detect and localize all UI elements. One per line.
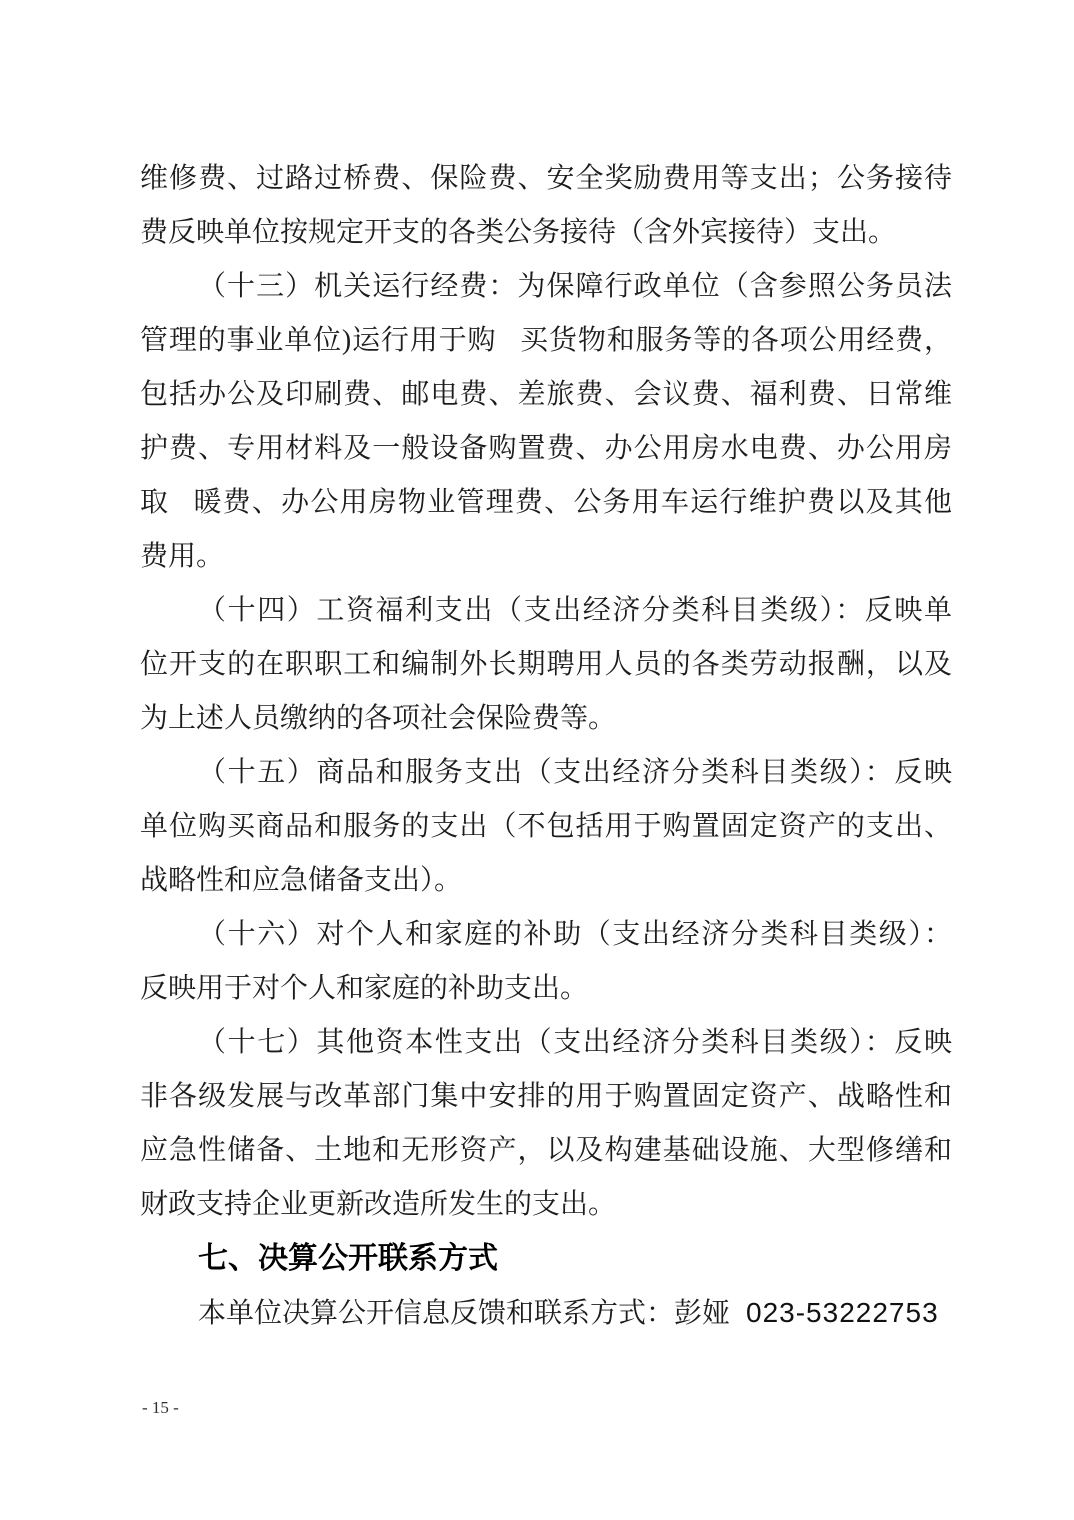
contact-phone: 023-53222753 — [746, 1297, 939, 1328]
body-line: 非各级发展与改革部门集中安排的用于购置固定资产、战略性和 — [140, 1081, 952, 1112]
body-line: 财政支持企业更新改造所发生的支出。 — [140, 1189, 617, 1220]
body-line: 位开支的在职职工和编制外长期聘用人员的各类劳动报酬，以及 — [140, 649, 952, 680]
body-line: 护费、专用材料及一般设备购置费、办公用房水电费、办公用房 — [140, 433, 952, 464]
body-line: 管理的事业单位)运行用于购 买货物和服务等的各项公用经费， — [140, 325, 952, 356]
body-line: （十七）其他资本性支出（支出经济分类科目类级）：反映 — [198, 1027, 952, 1058]
body-lines — [140, 152, 952, 1232]
contact-label: 本单位决算公开信息反馈和联系方式：彭娅 — [198, 1298, 731, 1329]
body-line: 单位购买商品和服务的支出（不包括用于购置固定资产的支出、 — [140, 811, 952, 842]
page-number: - 15 - — [142, 1398, 179, 1417]
body-line: 为上述人员缴纳的各项社会保险费等。 — [140, 703, 617, 734]
body-line: （十六）对个人和家庭的补助（支出经济分类科目类级）： — [198, 919, 952, 950]
body-line: 应急性储备、土地和无形资产，以及构建基础设施、大型修缮和 — [140, 1135, 952, 1166]
body-line: 费用。 — [140, 541, 225, 572]
section-heading: 七、决算公开联系方式 — [198, 1242, 498, 1275]
body-line: 包括办公及印刷费、邮电费、差旅费、会议费、福利费、日常维 — [140, 379, 952, 410]
body-line: （十四）工资福利支出（支出经济分类科目类级）：反映单 — [198, 595, 952, 626]
document-content — [140, 152, 952, 1340]
body-line: （十五）商品和服务支出（支出经济分类科目类级）：反映 — [198, 757, 952, 788]
body-line: （十三）机关运行经费：为保障行政单位（含参照公务员法 — [198, 271, 952, 302]
contact-line — [140, 1286, 952, 1340]
body-line: 费反映单位按规定开支的各类公务接待（含外宾接待）支出。 — [140, 217, 897, 248]
body-line: 反映用于对个人和家庭的补助支出。 — [140, 973, 589, 1004]
body-line: 维修费、过路过桥费、保险费、安全奖励费用等支出；公务接待 — [140, 163, 952, 194]
body-line: 战略性和应急储备支出）。 — [140, 865, 463, 896]
body-line: 取 暖费、办公用房物业管理费、公务用车运行维护费以及其他 — [140, 487, 952, 518]
